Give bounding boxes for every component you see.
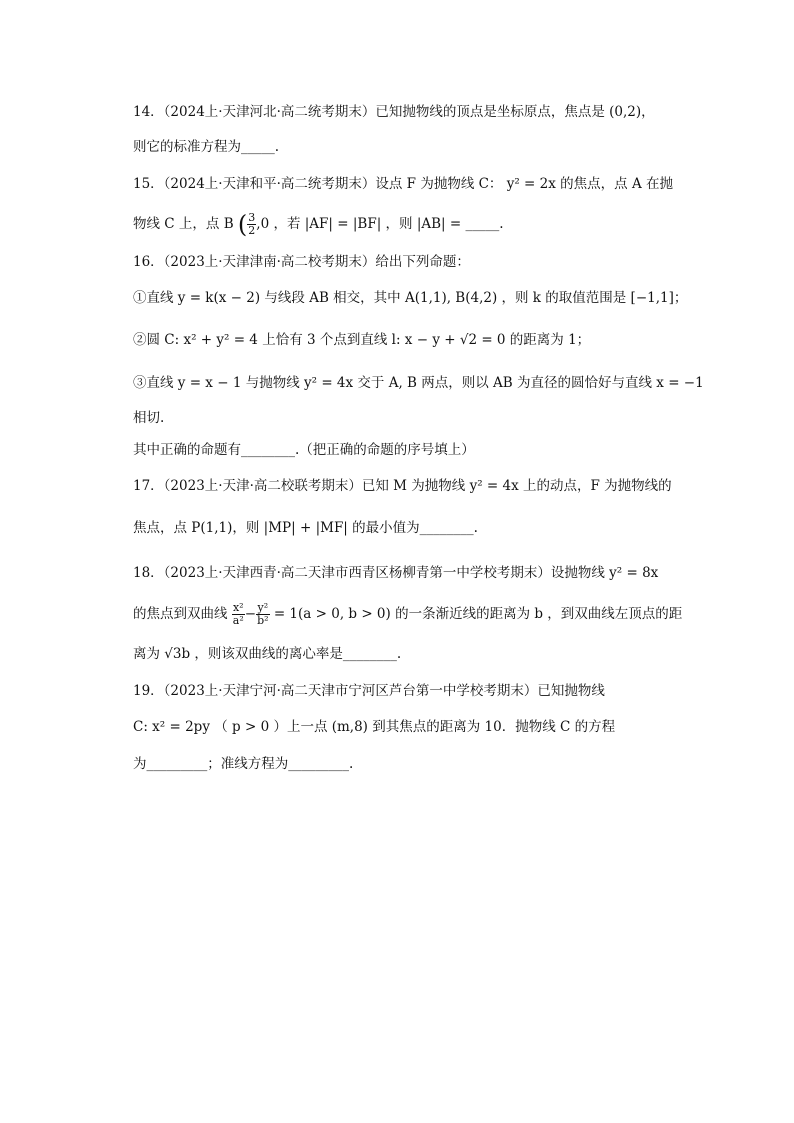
fraction-y2-over-b2: [256, 602, 269, 627]
problem-16-statement-2: ②圆 C: x² + y² = 4 上恰有 3 个点到直线 l: x − y + √2 = 0 的距离为 1；: [133, 332, 591, 348]
problem-19-line-3: 为_________；准线方程为_________.: [133, 756, 354, 772]
problem-15-text-b: ,0 ，若 |AF| = |BF| ，则 |AB| = _____.: [256, 216, 504, 232]
problem-18-line-1: 18．（2023上·天津西青·高二天津市西青区杨柳青第一中学校考期末）设抛物线 y² = 8x: [133, 565, 659, 581]
problem-15-text-a: 物线 C 上，点 B: [133, 216, 234, 232]
problem-18-text-b: = 1(a > 0, b > 0) 的一条渐近线的距离为 b ，到双曲线左顶点的距: [273, 606, 683, 622]
problem-16-statement-3: ③直线 y = x − 1 与抛物线 y² = 4x 交于 A, B 两点，则以 AB 为直径的圆恰好与直线 x = −1: [133, 375, 704, 391]
left-paren: (: [237, 210, 248, 239]
fraction-numerator: y²: [257, 601, 269, 614]
fraction-x2-over-a2: [232, 602, 245, 627]
problem-17-line-2: 焦点，点 P(1,1)，则 |MP| + |MF| 的最小值为________.: [133, 520, 478, 536]
problem-15-line-1: 15．（2024上·天津和平·高二统考期末）设点 F 为抛物线 C： y² = 2x 的焦点，点 A 在抛: [133, 176, 673, 192]
problem-18-text-a: 的焦点到双曲线: [133, 606, 228, 622]
fraction-denominator: 2: [248, 224, 256, 237]
problem-16-end: 其中正确的命题有________.（把正确的命题的序号填上）: [133, 442, 475, 458]
problem-14-line-1: 14．（2024上·天津河北·高二统考期末）已知抛物线的顶点是坐标原点，焦点是 (0,2)，: [133, 104, 655, 120]
problem-19-line-1: 19．（2023上·天津宁河·高二天津市宁河区芦台第一中学校考期末）已知抛物线: [133, 683, 605, 699]
minus-sign: −: [244, 606, 257, 622]
fraction-denominator: a²: [232, 614, 244, 627]
fraction-3-over-2: [247, 212, 256, 237]
problem-18-line-2: [133, 602, 682, 627]
problem-19-line-2: C: x² = 2py （ p > 0 ）上一点 (m,8) 到其焦点的距离为 10．抛物线 C 的方程: [133, 719, 616, 735]
problem-16-statement-3-cont: 相切.: [133, 410, 165, 426]
problem-15-line-2: [133, 212, 504, 237]
fraction-numerator: x²: [232, 601, 244, 614]
problem-14-line-2: 则它的标准方程为_____.: [133, 139, 280, 155]
problem-16-line-1: 16．（2023上·天津津南·高二校考期末）给出下列命题：: [133, 254, 470, 270]
problem-16-statement-1: ①直线 y = k(x − 2) 与线段 AB 相交，其中 A(1,1), B(4,2) ，则 k 的取值范围是 [−1,1]；: [133, 290, 688, 306]
fraction-denominator: b²: [257, 614, 269, 627]
problem-18-line-3: 离为 √3b ，则该双曲线的离心率是________.: [133, 646, 402, 662]
problem-17-line-1: 17．（2023上·天津·高二校联考期末）已知 M 为抛物线 y² = 4x 上的动点，F 为抛物线的: [133, 478, 672, 494]
fraction-numerator: 3: [248, 211, 256, 224]
